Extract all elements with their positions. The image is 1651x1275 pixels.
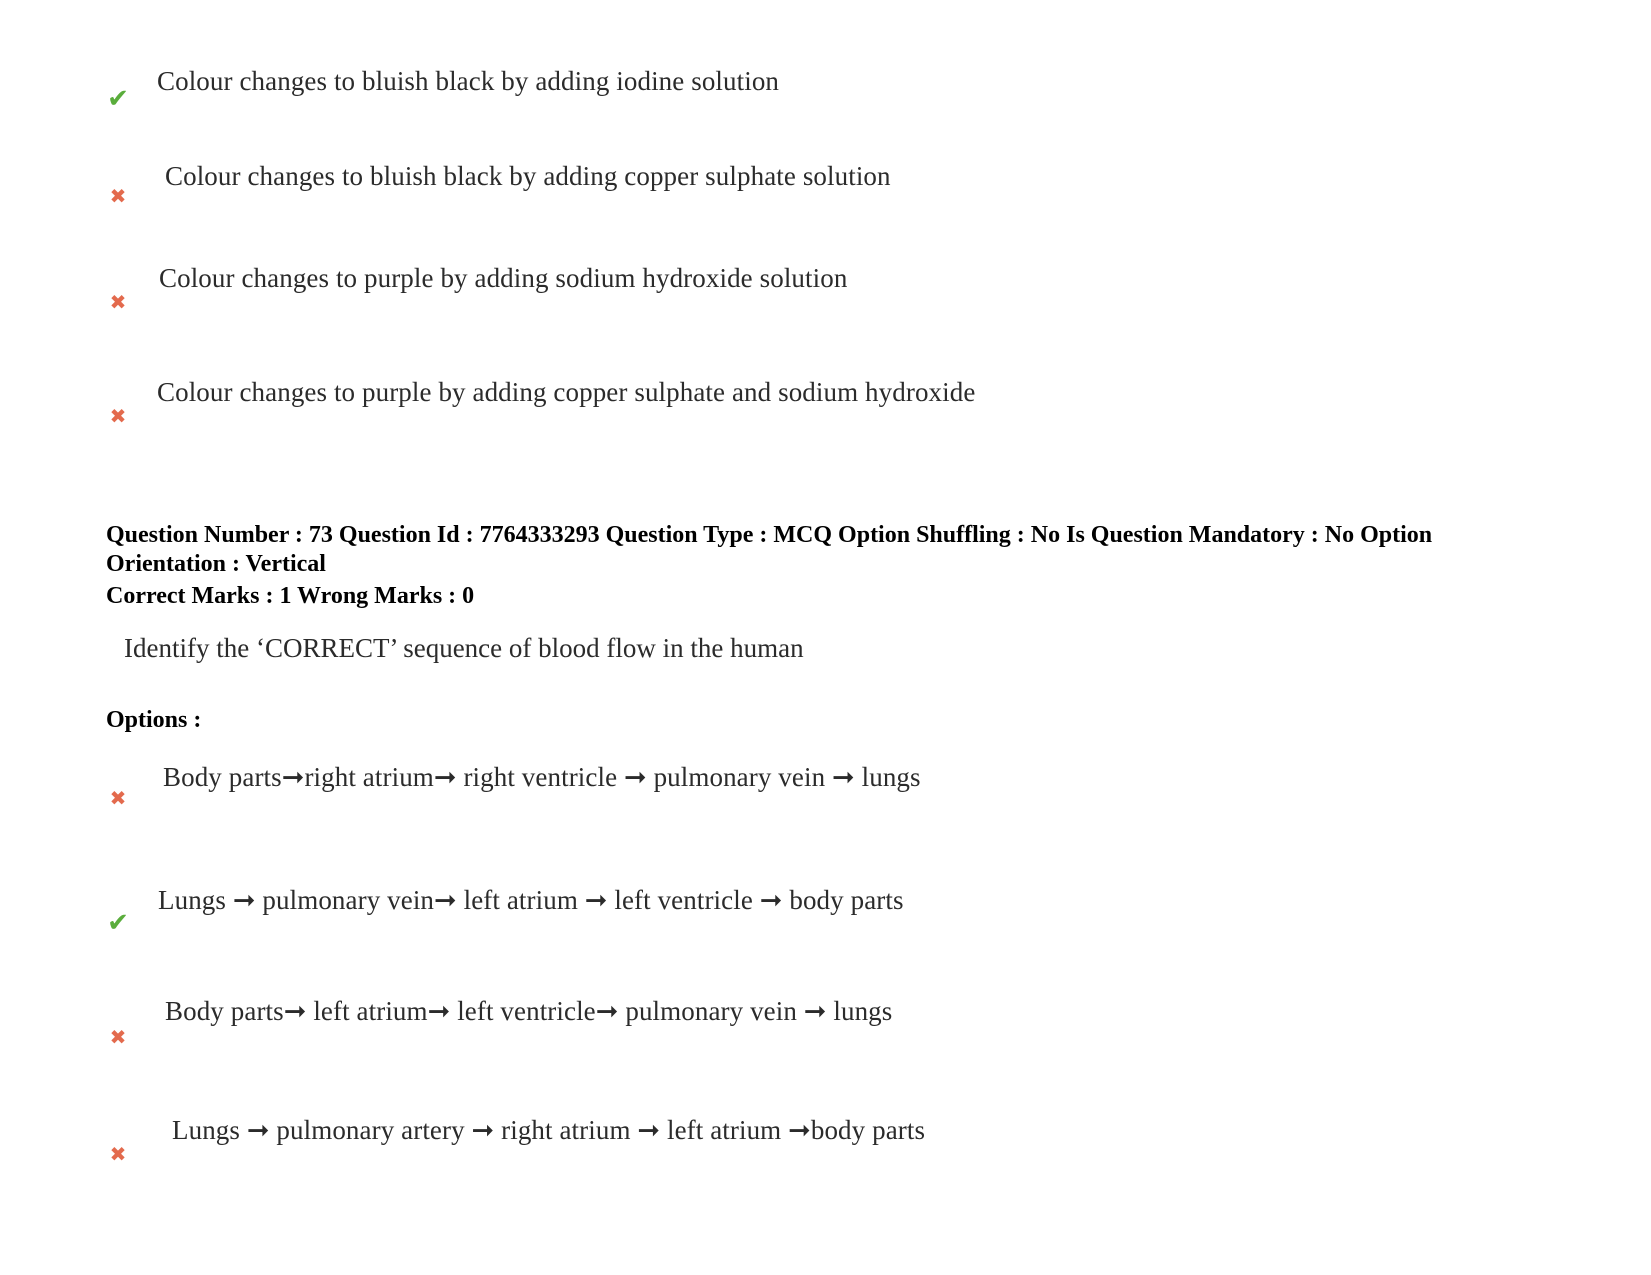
cross-icon: ✖ [109,1025,127,1049]
option-text: Colour changes to purple by adding sodium hydroxide solution [159,263,848,293]
marks-line: Correct Marks : 1 Wrong Marks : 0 [106,583,475,609]
check-icon: ✔ [107,84,129,114]
prev-option-3 [0,263,1200,361]
prev-option-2 [0,161,1200,255]
cross-icon: ✖ [109,786,127,810]
question-text: Identify the ‘CORRECT’ sequence of blood flow in the human [124,633,804,663]
option-1 [0,762,1200,856]
option-text: Body parts➞ left atrium➞ left ventricle➞ pulmonary vein ➞ lungs [165,996,893,1026]
option-text: Lungs ➞ pulmonary vein➞ left atrium ➞ left ventricle ➞ body parts [158,885,904,915]
option-text: Colour changes to bluish black by adding iodine solution [157,66,780,96]
cross-icon: ✖ [109,184,127,208]
question-meta: Question Number : 73 Question Id : 7764333293 Question Type : MCQ Option Shuffling : No Is Question Mandatory : No Option Orientation : Vertical [106,522,1433,577]
option-text: Colour changes to bluish black by adding copper sulphate solution [165,161,891,191]
option-text: Colour changes to purple by adding copper sulphate and sodium hydroxide [157,377,976,407]
check-icon: ✔ [107,908,129,938]
option-text: Lungs ➞ pulmonary artery ➞ right atrium ➞ left atrium ➞body parts [172,1115,926,1145]
option-2 [0,885,1200,983]
option-text: Body parts➞right atrium➞ right ventricle ➞ pulmonary vein ➞ lungs [163,762,921,792]
option-4 [0,1115,1200,1215]
options-label: Options : [106,707,202,733]
option-3 [0,996,1200,1094]
cross-icon: ✖ [109,404,127,428]
prev-option-4 [0,377,1200,475]
prev-option-1 [0,66,1200,160]
cross-icon: ✖ [109,290,127,314]
cross-icon: ✖ [109,1142,127,1166]
